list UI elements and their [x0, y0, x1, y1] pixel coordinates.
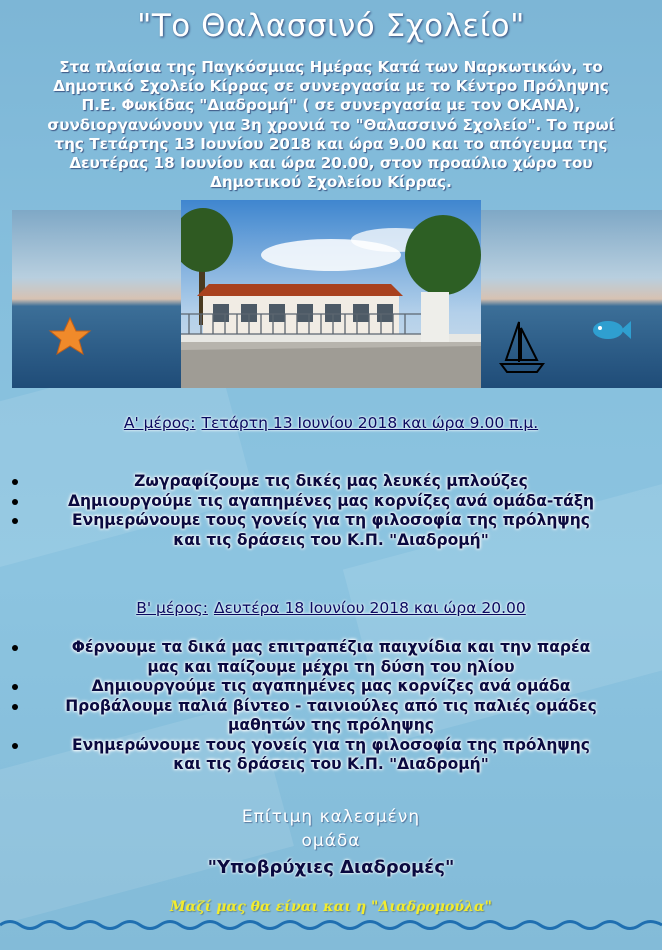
school-building-illustration [181, 200, 481, 388]
part-b-heading [0, 599, 662, 617]
list-item-text: Ενημερώνουμε τους γονείς για τη φιλοσοφία της πρόληψης [72, 511, 590, 529]
intro-line: Δημοτικό Σχολείο Κίρρας σε συνεργασία με το Κέντρο Πρόληψης [53, 77, 609, 96]
part-b-list [0, 638, 662, 775]
intro-line: Δευτέρας 18 Ιουνίου και ώρα 20.00, στον προαύλιο χώρο του [69, 154, 593, 173]
intro-line: της Τετάρτης 13 Ιουνίου 2018 και ώρα 9.00 και το απόγευμα της [54, 134, 608, 153]
part-a-heading [0, 414, 662, 432]
intro-line: συνδιοργανώνουν για 3η χρονιά το "Θαλασσινό Σχολείο". Το πρωί [47, 115, 615, 134]
list-item [0, 511, 662, 550]
intro-line: Στα πλαίσια της Παγκόσμιας Ημέρας Κατά των Ναρκωτικών, το [59, 58, 603, 76]
list-item-text: Δημιουργούμε τις αγαπημένες μας κορνίζες ανά ομάδα [91, 677, 571, 695]
sailboat-icon [481, 210, 662, 388]
fish-icon [591, 317, 631, 343]
part-a-list [0, 472, 662, 550]
part-b-date: Δευτέρα 18 Ιουνίου 2018 και ώρα 20.00 [213, 599, 526, 617]
wave-decoration [0, 918, 662, 932]
list-item-text: και τις δράσεις του Κ.Π. "Διαδρομή" [173, 755, 489, 773]
list-item-text: Ενημερώνουμε τους γονείς για τη φιλοσοφία της πρόληψης [72, 735, 590, 754]
list-item-text: Ζωγραφίζουμε τις δικές μας λευκές μπλούζες [134, 472, 528, 490]
list-item [0, 736, 662, 775]
guest-line: ομάδα [301, 831, 361, 851]
list-item [0, 492, 662, 512]
list-item [0, 697, 662, 736]
list-item [0, 638, 662, 677]
list-item-text: μας και παίζουμε μέχρι τη δύση του ηλίου [147, 657, 515, 676]
list-item-text: και τις δράσεις του Κ.Π. "Διαδρομή" [173, 530, 489, 549]
list-item-text: Δημιουργούμε τις αγαπημένες μας κορνίζες ανά ομάδα-τάξη [67, 491, 595, 510]
list-item-text: μαθητών της πρόληψης [228, 716, 434, 734]
starfish-icon [12, 210, 182, 388]
intro-line: Π.Ε. Φωκίδας "Διαδρομή" ( σε συνεργασία με τον ΟΚΑΝΑ), [81, 96, 581, 115]
guest-team-name: "Υποβρύχιες Διαδρομές" [207, 857, 455, 878]
page-title: "Το Θαλασσινό Σχολείο" [137, 8, 525, 44]
list-item-text: Φέρνουμε τα δικά μας επιτραπέζια παιχνίδια και την παρέα [71, 638, 591, 656]
part-a-label: Α' μέρος: [123, 414, 196, 432]
sea-photo-right [481, 210, 662, 388]
list-item-text: Προβάλουμε παλιά βίντεο - ταινιούλες από τις παλιές ομάδες [65, 696, 597, 715]
list-item [0, 677, 662, 697]
part-b-label: Β' μέρος: [136, 599, 208, 617]
sea-banner [0, 200, 662, 390]
guest-line: Επίτιμη καλεσμένη [241, 807, 421, 827]
school-photo [181, 200, 481, 388]
part-a-date: Τετάρτη 13 Ιουνίου 2018 και ώρα 9.00 π.μ. [201, 414, 539, 432]
intro-line: Δημοτικού Σχολείου Κίρρας. [210, 173, 452, 192]
sea-photo-left [12, 210, 182, 388]
list-item [0, 472, 662, 492]
intro-text [12, 58, 650, 192]
footer-note: Μαζί μας θα είναι και η "Διαδρομούλα" [170, 899, 492, 915]
